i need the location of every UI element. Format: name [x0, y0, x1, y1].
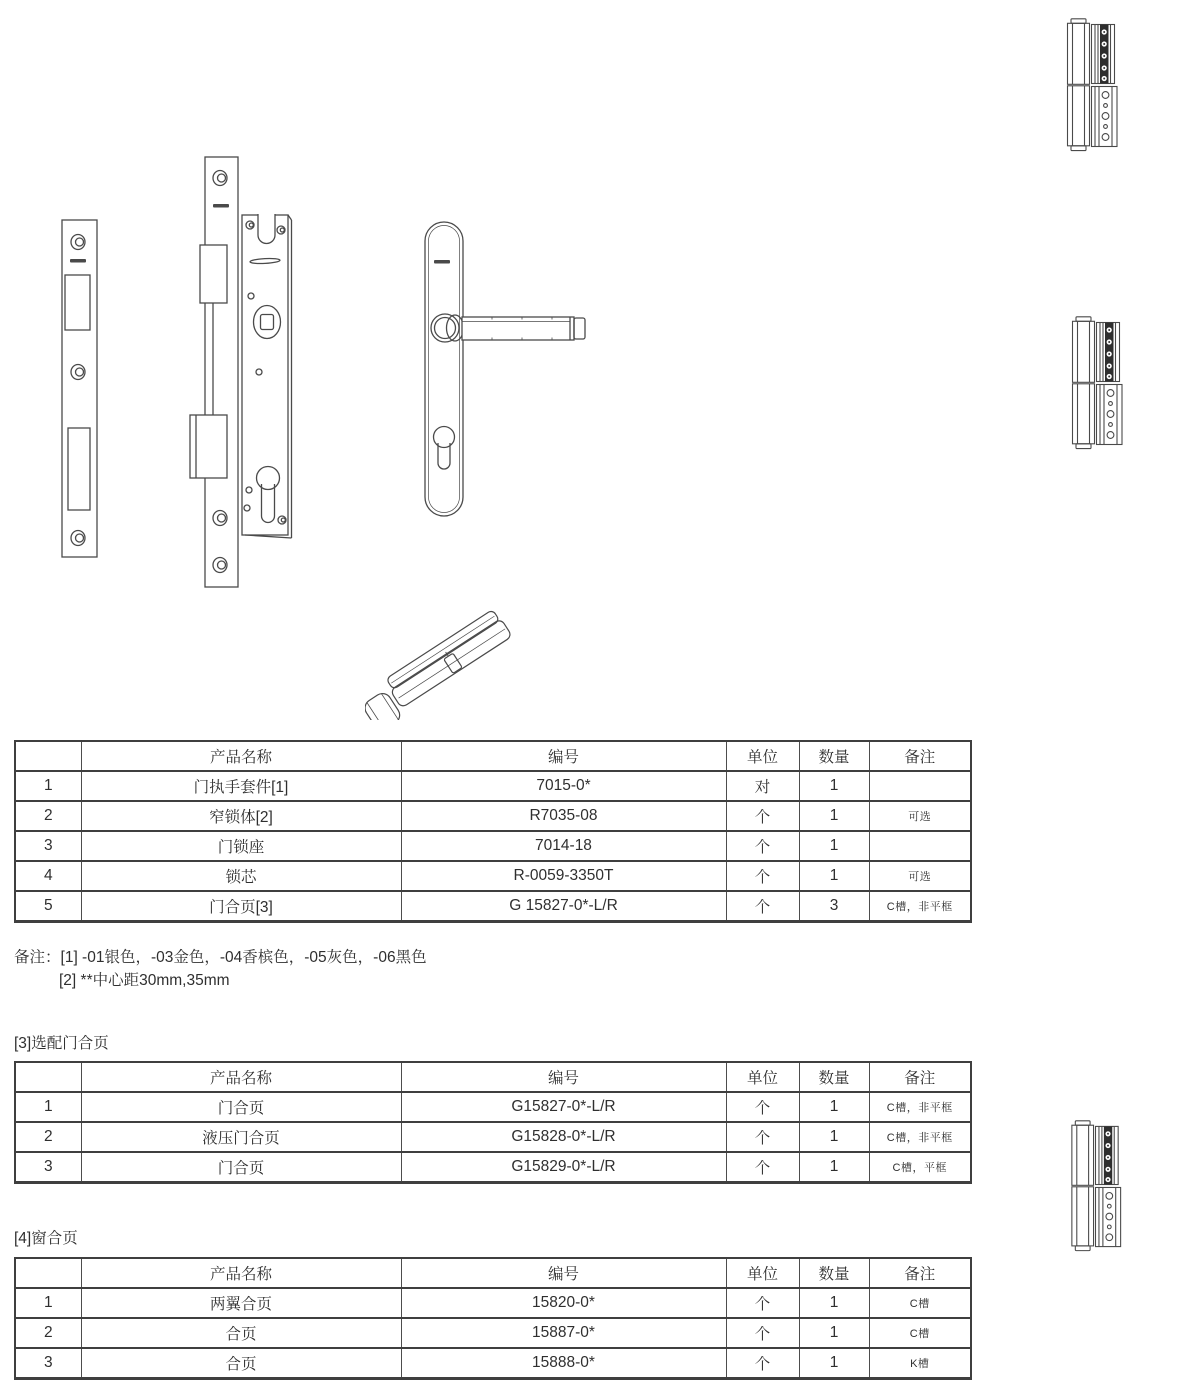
unit-cell: 个	[726, 801, 799, 831]
row-number-cell: 3	[15, 1152, 81, 1183]
row-number-cell: 2	[15, 1122, 81, 1152]
product-name-cell: 液压门合页	[81, 1122, 401, 1152]
table-row	[15, 861, 971, 891]
unit-cell: 对	[726, 771, 799, 801]
product-name-cell: 门执手套件[1]	[81, 771, 401, 801]
table-row	[15, 1122, 971, 1152]
brand-mark	[434, 260, 450, 264]
remark-cell	[869, 771, 971, 801]
part-number-cell: G15828-0*-L/R	[401, 1122, 726, 1152]
unit-cell: 个	[726, 1152, 799, 1183]
table-row	[15, 771, 971, 801]
row-number-cell: 4	[15, 861, 81, 891]
remark-cell: C槽，非平框	[869, 1122, 971, 1152]
remark-cell: C槽	[869, 1318, 971, 1348]
header-row	[15, 1062, 971, 1092]
optional-door-hinge-table	[14, 1061, 972, 1184]
row-number-cell: 2	[15, 801, 81, 831]
quantity-header: 数量	[799, 1062, 869, 1092]
row-number-cell: 5	[15, 891, 81, 922]
unit-header: 单位	[726, 741, 799, 771]
unit-cell: 个	[726, 1348, 799, 1379]
quantity-cell: 1	[799, 1122, 869, 1152]
table-row	[15, 1092, 971, 1122]
unit-cell: 个	[726, 831, 799, 861]
notes-block	[14, 946, 427, 992]
product-name-cell: 两翼合页	[81, 1288, 401, 1318]
part-number-cell: 15887-0*	[401, 1318, 726, 1348]
unit-cell: 个	[726, 1092, 799, 1122]
section-4-title: [4]窗合页	[14, 1230, 78, 1247]
product-name-cell: 合页	[81, 1318, 401, 1348]
part-number-cell: R7035-08	[401, 801, 726, 831]
product-name-header: 产品名称	[81, 741, 401, 771]
part-number-cell: G15829-0*-L/R	[401, 1152, 726, 1183]
row-number-cell: 3	[15, 831, 81, 861]
quantity-cell: 1	[799, 831, 869, 861]
unit-cell: 个	[726, 891, 799, 922]
notes-label: 备注：	[14, 949, 61, 966]
quantity-cell: 1	[799, 801, 869, 831]
part-number-cell: 15888-0*	[401, 1348, 726, 1379]
quantity-cell: 1	[799, 1288, 869, 1318]
product-name-cell: 门锁座	[81, 831, 401, 861]
remark-cell: C槽，非平框	[869, 1092, 971, 1122]
table-row	[15, 891, 971, 922]
row-number-cell: 2	[15, 1318, 81, 1348]
remark-header: 备注	[869, 1258, 971, 1288]
note-line-2: [2] **中心距30mm,35mm	[59, 972, 230, 989]
quantity-header: 数量	[799, 741, 869, 771]
remark-cell: C槽，非平框	[869, 891, 971, 922]
table-row	[15, 831, 971, 861]
remark-header: 备注	[869, 1062, 971, 1092]
quantity-header: 数量	[799, 1258, 869, 1288]
unit-cell: 个	[726, 1318, 799, 1348]
lock-body-drawing	[188, 150, 298, 590]
row-number-header	[15, 741, 81, 771]
brand-mark	[70, 259, 86, 263]
part-number-cell: 15820-0*	[401, 1288, 726, 1318]
product-name-cell: 窄锁体[2]	[81, 801, 401, 831]
unit-header: 单位	[726, 1258, 799, 1288]
table-row	[15, 1288, 971, 1318]
product-name-cell: 门合页	[81, 1092, 401, 1122]
part-number-header: 编号	[401, 741, 726, 771]
quantity-cell: 1	[799, 861, 869, 891]
row-number-cell: 1	[15, 1092, 81, 1122]
quantity-cell: 3	[799, 891, 869, 922]
unit-header: 单位	[726, 1062, 799, 1092]
part-number-cell: R-0059-3350T	[401, 861, 726, 891]
product-name-cell: 门合页	[81, 1152, 401, 1183]
product-name-cell: 门合页[3]	[81, 891, 401, 922]
remark-cell	[869, 831, 971, 861]
door-hinge-drawing	[1066, 18, 1118, 152]
note-line	[14, 969, 427, 992]
table-row	[15, 1318, 971, 1348]
part-number-header: 编号	[401, 1258, 726, 1288]
window-hinge-table	[14, 1257, 972, 1380]
section-3-title: [3]选配门合页	[14, 1035, 109, 1052]
row-number-header	[15, 1062, 81, 1092]
remark-cell: 可选	[869, 801, 971, 831]
brand-mark	[213, 204, 229, 208]
header-row	[15, 1258, 971, 1288]
table-row	[15, 1348, 971, 1379]
table-row	[15, 1152, 971, 1183]
note-line	[14, 946, 427, 969]
part-number-cell: 7015-0*	[401, 771, 726, 801]
part-number-cell: 7014-18	[401, 831, 726, 861]
bom-table	[14, 740, 972, 923]
part-number-header: 编号	[401, 1062, 726, 1092]
part-number-cell: G 15827-0*-L/R	[401, 891, 726, 922]
header-row	[15, 741, 971, 771]
note-line-1: [1] -01银色，-03金色，-04香槟色，-05灰色，-06黑色	[60, 949, 427, 966]
row-number-cell: 1	[15, 771, 81, 801]
part-number-cell: G15827-0*-L/R	[401, 1092, 726, 1122]
remark-header: 备注	[869, 741, 971, 771]
remark-cell: K槽	[869, 1348, 971, 1379]
product-name-header: 产品名称	[81, 1258, 401, 1288]
door-hinge-drawing	[1071, 313, 1123, 453]
cylinder-drawing	[365, 598, 523, 720]
product-name-header: 产品名称	[81, 1062, 401, 1092]
row-number-cell: 1	[15, 1288, 81, 1318]
handle-set-drawing	[420, 218, 592, 518]
quantity-cell: 1	[799, 1152, 869, 1183]
row-number-header	[15, 1258, 81, 1288]
product-name-cell: 锁芯	[81, 861, 401, 891]
table-row	[15, 801, 971, 831]
remark-cell: 可选	[869, 861, 971, 891]
remark-cell: C槽，平框	[869, 1152, 971, 1183]
remark-cell: C槽	[869, 1288, 971, 1318]
product-name-cell: 合页	[81, 1348, 401, 1379]
quantity-cell: 1	[799, 1092, 869, 1122]
quantity-cell: 1	[799, 771, 869, 801]
row-number-cell: 3	[15, 1348, 81, 1379]
unit-cell: 个	[726, 1288, 799, 1318]
unit-cell: 个	[726, 1122, 799, 1152]
unit-cell: 个	[726, 861, 799, 891]
strike-plate-drawing	[55, 218, 103, 564]
quantity-cell: 1	[799, 1348, 869, 1379]
window-hinge-drawing	[1070, 1120, 1122, 1252]
quantity-cell: 1	[799, 1318, 869, 1348]
